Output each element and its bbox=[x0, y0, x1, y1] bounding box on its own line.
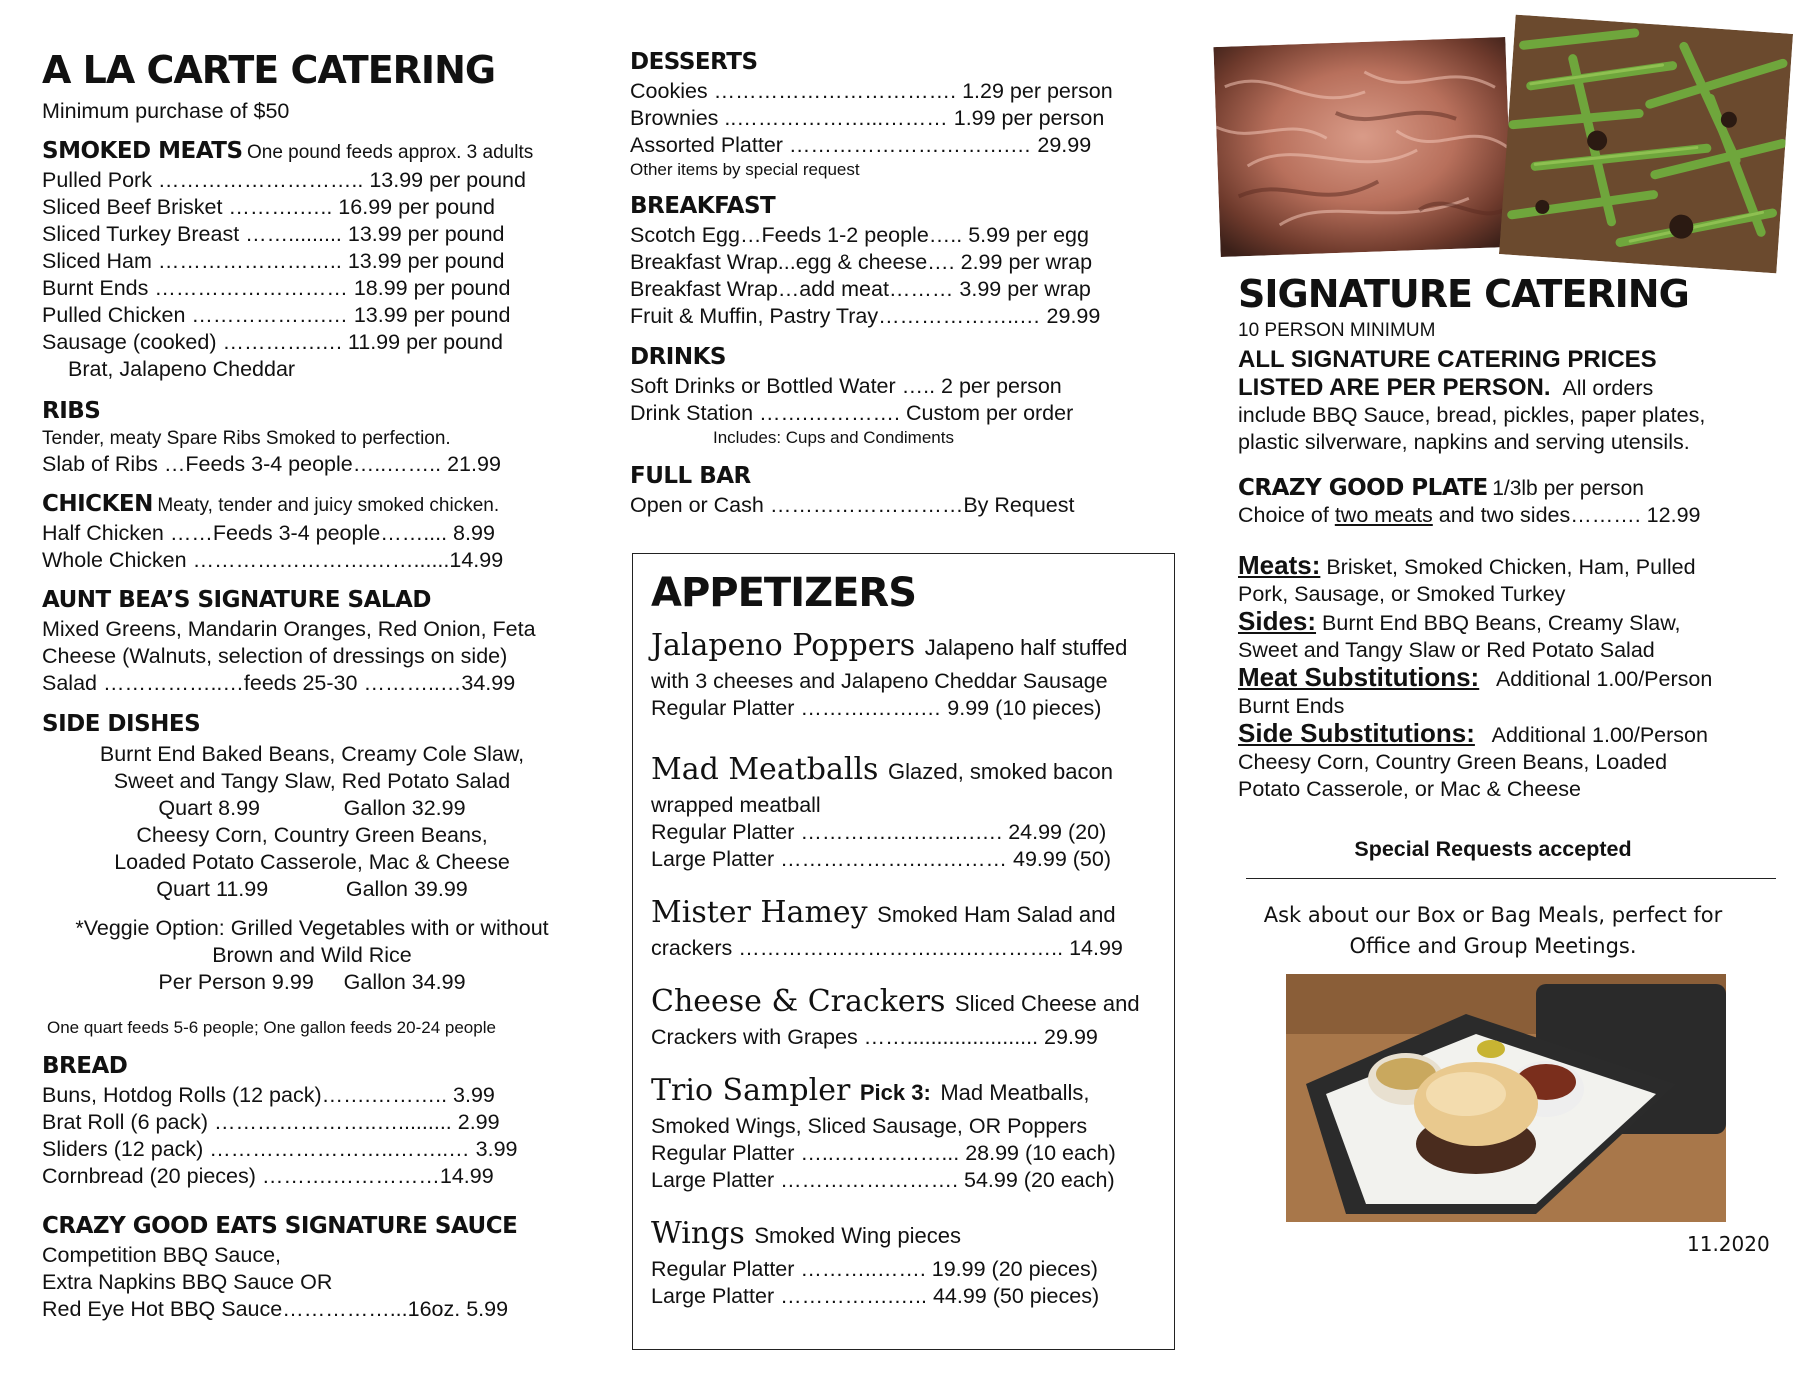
signature-bold-line: LISTED ARE PER PERSON. bbox=[1238, 374, 1551, 401]
breakfast-list bbox=[630, 222, 1100, 330]
list-item: Sliders (12 pack) ……………………..……..… 3.99 bbox=[42, 1137, 518, 1161]
side-sub-text: Additional 1.00/Person bbox=[1491, 723, 1708, 747]
appetizer-desc: Smoked Ham Salad and bbox=[877, 902, 1116, 927]
appetizer-line: Smoked Wings, Sliced Sausage, OR Poppers bbox=[651, 1114, 1088, 1138]
signature-intro bbox=[1238, 345, 1705, 456]
sauce-text bbox=[42, 1242, 508, 1323]
full-bar-item: Open or Cash ………………………By Request bbox=[630, 493, 1075, 517]
divider bbox=[1246, 878, 1776, 879]
desserts-title: DESSERTS bbox=[630, 49, 758, 75]
appetizer-line: Large Platter …………….….. 44.99 (50 pieces) bbox=[651, 1284, 1100, 1308]
box-bag-line: Office and Group Meetings. bbox=[1349, 934, 1637, 958]
side-sub-cont: Cheesy Corn, Country Green Beans, Loaded bbox=[1238, 750, 1668, 774]
plate-underlined: two meats bbox=[1334, 503, 1433, 527]
side-sub-label: Side Substitutions: bbox=[1238, 718, 1475, 748]
appetizer-item bbox=[651, 750, 1156, 873]
sauce-line: Extra Napkins BBQ Sauce OR bbox=[42, 1270, 333, 1294]
breakfast-title: BREAKFAST bbox=[630, 193, 776, 219]
edition-date: 11.2020 bbox=[1687, 1232, 1770, 1256]
veggie-line: Per Person 9.99 Gallon 34.99 bbox=[158, 970, 466, 994]
drinks-title: DRINKS bbox=[630, 344, 726, 370]
plate-pre: Choice of bbox=[1238, 503, 1335, 527]
side-dishes-title: SIDE DISHES bbox=[42, 711, 201, 737]
appetizer-name: Trio Sampler bbox=[651, 1073, 851, 1108]
green-beans-image bbox=[1499, 15, 1793, 274]
sauce-line: Competition BBQ Sauce, bbox=[42, 1243, 282, 1267]
list-item: Sausage (cooked) ………….…. 11.99 per pound bbox=[42, 330, 503, 354]
veggie-line: *Veggie Option: Grilled Vegetables with or without bbox=[75, 916, 549, 940]
appetizer-line: Regular Platter …..……………... 28.99 (10 each) bbox=[651, 1141, 1116, 1165]
drinks-list bbox=[630, 373, 1073, 449]
meats-label: Meats: bbox=[1238, 550, 1321, 580]
list-item: Sliced Beef Brisket ……….….. 16.99 per pound bbox=[42, 195, 495, 219]
list-item: Whole Chicken …………………….……......14.99 bbox=[42, 548, 504, 572]
list-item: Breakfast Wrap...egg & cheese…. 2.99 per wrap bbox=[630, 250, 1093, 274]
pulled-pork-photo bbox=[1213, 37, 1512, 257]
appetizer-name: Mister Hamey bbox=[651, 895, 868, 930]
appetizer-name: Cheese & Crackers bbox=[651, 984, 946, 1019]
desserts-list bbox=[630, 78, 1113, 181]
side-line: Sweet and Tangy Slaw, Red Potato Salad bbox=[113, 769, 511, 793]
appetizer-line: with 3 cheeses and Jalapeno Cheddar Sausage bbox=[651, 669, 1108, 693]
appetizer-desc: Sliced Cheese and bbox=[954, 991, 1140, 1016]
appetizer-line: Large Platter ……………………. 54.99 (20 each) bbox=[651, 1168, 1115, 1192]
appetizer-line: wrapped meatball bbox=[651, 793, 821, 817]
pulled-pork-image bbox=[1213, 37, 1512, 257]
green-beans-photo bbox=[1499, 15, 1793, 274]
veggie-line: Brown and Wild Rice bbox=[212, 943, 412, 967]
list-item: Soft Drinks or Bottled Water ….. 2 per person bbox=[630, 374, 1062, 398]
list-item: Half Chicken ……Feeds 3-4 people…….... 8.99 bbox=[42, 521, 495, 545]
smoked-meats-heading bbox=[42, 137, 533, 165]
signature-after-bold: All orders bbox=[1562, 376, 1654, 400]
sausage-types: Brat, Jalapeno Cheddar bbox=[68, 357, 296, 381]
appetizer-desc: Mad Meatballs, bbox=[940, 1080, 1090, 1105]
side-line: Quart 11.99 Gallon 39.99 bbox=[156, 877, 468, 901]
bread-list bbox=[42, 1082, 518, 1190]
sandwich-basket-image bbox=[1286, 974, 1726, 1222]
list-item: Buns, Hotdog Rolls (12 pack)…….……….. 3.99 bbox=[42, 1083, 495, 1107]
ribs-title: RIBS bbox=[42, 398, 101, 424]
signature-options bbox=[1238, 552, 1712, 803]
salad-line: Mixed Greens, Mandarin Oranges, Red Onion, Feta bbox=[42, 617, 536, 641]
salad-line: Cheese (Walnuts, selection of dressings on side) bbox=[42, 644, 508, 668]
meat-sub-cont: Burnt Ends bbox=[1238, 694, 1345, 718]
sauce-title: CRAZY GOOD EATS SIGNATURE SAUCE bbox=[42, 1213, 518, 1239]
salad-text bbox=[42, 616, 536, 697]
appetizers-title: APPETIZERS bbox=[651, 570, 917, 616]
sides-cont: Sweet and Tangy Slaw or Red Potato Salad bbox=[1238, 638, 1655, 662]
quart-gallon-note: One quart feeds 5-6 people; One gallon feeds 20-24 people bbox=[47, 1018, 496, 1037]
plate-line bbox=[1238, 502, 1701, 529]
signature-body-line: include BBQ Sauce, bread, pickles, paper plates, bbox=[1238, 403, 1706, 427]
salad-title: AUNT BEA’S SIGNATURE SALAD bbox=[42, 587, 431, 613]
a-la-carte-title: A LA CARTE CATERING bbox=[42, 48, 496, 92]
chicken-note: Meaty, tender and juicy smoked chicken. bbox=[157, 495, 500, 516]
appetizer-desc: Smoked Wing pieces bbox=[754, 1223, 962, 1248]
appetizer-line: Large Platter ……………….….……… 49.99 (50) bbox=[651, 847, 1112, 871]
side-sub-cont2: Potato Casserole, or Mac & Cheese bbox=[1238, 777, 1581, 801]
appetizer-line: Regular Platter ………..……. 19.99 (20 pieces) bbox=[651, 1257, 1098, 1281]
full-bar-title: FULL BAR bbox=[630, 463, 751, 489]
side-line: Loaded Potato Casserole, Mac & Cheese bbox=[114, 850, 510, 874]
appetizer-name: Mad Meatballs bbox=[651, 752, 879, 787]
chicken-heading bbox=[42, 490, 499, 518]
drinks-note: Includes: Cups and Condiments bbox=[713, 428, 954, 447]
signature-minimum: 10 PERSON MINIMUM bbox=[1238, 320, 1436, 341]
list-item: Drink Station …….…………. Custom per order bbox=[630, 401, 1074, 425]
side-dishes-text bbox=[42, 741, 582, 903]
side-line: Cheesy Corn, Country Green Beans, bbox=[136, 823, 488, 847]
minimum-purchase: Minimum purchase of $50 bbox=[42, 99, 290, 123]
box-bag-note bbox=[1238, 900, 1748, 962]
chicken-title: CHICKEN bbox=[42, 491, 153, 517]
appetizer-line: Crackers with Grapes ……...................... 29.99 bbox=[651, 1025, 1098, 1049]
appetizer-item bbox=[651, 1214, 1156, 1310]
bread-title: BREAD bbox=[42, 1053, 128, 1079]
smoked-meats-list bbox=[42, 167, 526, 383]
signature-bold-line: ALL SIGNATURE CATERING PRICES bbox=[1238, 346, 1657, 373]
ribs-desc: Tender, meaty Spare Ribs Smoked to perfection. bbox=[42, 428, 451, 449]
veggie-option bbox=[42, 915, 582, 996]
appetizer-name: Jalapeno Poppers bbox=[651, 628, 916, 663]
appetizer-item bbox=[651, 626, 1156, 722]
plate-heading bbox=[1238, 474, 1644, 502]
list-item: Pulled Pork ……………………….. 13.99 per pound bbox=[42, 168, 526, 192]
meats-cont: Pork, Sausage, or Smoked Turkey bbox=[1238, 582, 1566, 606]
special-requests: Special Requests accepted bbox=[1354, 837, 1632, 861]
sandwich-basket-photo bbox=[1286, 974, 1726, 1222]
side-line: Quart 8.99 Gallon 32.99 bbox=[158, 796, 466, 820]
plate-post: and two sides………. 12.99 bbox=[1432, 503, 1701, 527]
sides-text: Burnt End BBQ Beans, Creamy Slaw, bbox=[1322, 611, 1681, 635]
smoked-meats-title: SMOKED MEATS bbox=[42, 138, 243, 164]
list-item: Burnt Ends ……………………… 18.99 per pound bbox=[42, 276, 511, 300]
list-item: Brownies ..………………...……… 1.99 per person bbox=[630, 106, 1105, 130]
desserts-note: Other items by special request bbox=[630, 160, 860, 179]
appetizer-desc: Glazed, smoked bacon bbox=[887, 759, 1114, 784]
list-item: Scotch Egg…Feeds 1-2 people….. 5.99 per egg bbox=[630, 223, 1089, 247]
signature-title: SIGNATURE CATERING bbox=[1238, 272, 1689, 316]
appetizer-item bbox=[651, 982, 1156, 1051]
signature-body-line: plastic silverware, napkins and serving utensils. bbox=[1238, 430, 1690, 454]
list-item: Pulled Chicken ……………….… 13.99 per pound bbox=[42, 303, 511, 327]
list-item: Fruit & Muffin, Pastry Tray………………..… 29.99 bbox=[630, 304, 1101, 328]
appetizer-desc-bold: Pick 3: bbox=[859, 1080, 931, 1105]
list-item: Cornbread (20 pieces) ……….……………14.99 bbox=[42, 1164, 494, 1188]
appetizer-line: Regular Platter ………….….….….…. 24.99 (20) bbox=[651, 820, 1107, 844]
appetizer-item bbox=[651, 1071, 1156, 1194]
appetizer-desc: Jalapeno half stuffed bbox=[924, 635, 1128, 660]
salad-line: Salad ……………..…feeds 25-30 ………..…34.99 bbox=[42, 671, 516, 695]
meat-sub-label: Meat Substitutions: bbox=[1238, 662, 1480, 692]
list-item: Cookies ……………………………. 1.29 per person bbox=[630, 79, 1113, 103]
side-line: Burnt End Baked Beans, Creamy Cole Slaw, bbox=[99, 742, 525, 766]
list-item: Sliced Turkey Breast ……......... 13.99 per pound bbox=[42, 222, 505, 246]
ribs-item: Slab of Ribs …Feeds 3-4 people…..…….. 21.99 bbox=[42, 452, 501, 476]
box-bag-line: Ask about our Box or Bag Meals, perfect for bbox=[1263, 903, 1723, 927]
appetizer-name: Wings bbox=[651, 1216, 745, 1251]
sauce-line: Red Eye Hot BBQ Sauce……………...16oz. 5.99 bbox=[42, 1297, 509, 1321]
plate-note: 1/3lb per person bbox=[1492, 477, 1644, 500]
meat-sub-text: Additional 1.00/Person bbox=[1495, 667, 1713, 691]
appetizers-box bbox=[632, 553, 1175, 1350]
plate-title: CRAZY GOOD PLATE bbox=[1238, 475, 1488, 501]
appetizer-line: crackers ……………………….….………….. 14.99 bbox=[651, 936, 1123, 960]
chicken-list bbox=[42, 520, 503, 574]
appetizer-item bbox=[651, 893, 1156, 962]
sides-label: Sides: bbox=[1238, 606, 1317, 636]
list-item: Breakfast Wrap…add meat……… 3.99 per wrap bbox=[630, 277, 1091, 301]
list-item: Brat Roll (6 pack) …………………..…......... 2.99 bbox=[42, 1110, 500, 1134]
meats-text: Brisket, Smoked Chicken, Ham, Pulled bbox=[1326, 555, 1696, 579]
list-item: Sliced Ham …………………….. 13.99 per pound bbox=[42, 249, 505, 273]
list-item: Assorted Platter ………………………….… 29.99 bbox=[630, 133, 1092, 157]
smoked-meats-note: One pound feeds approx. 3 adults bbox=[246, 142, 534, 163]
appetizer-line: Regular Platter ……….…….… 9.99 (10 pieces) bbox=[651, 696, 1102, 720]
